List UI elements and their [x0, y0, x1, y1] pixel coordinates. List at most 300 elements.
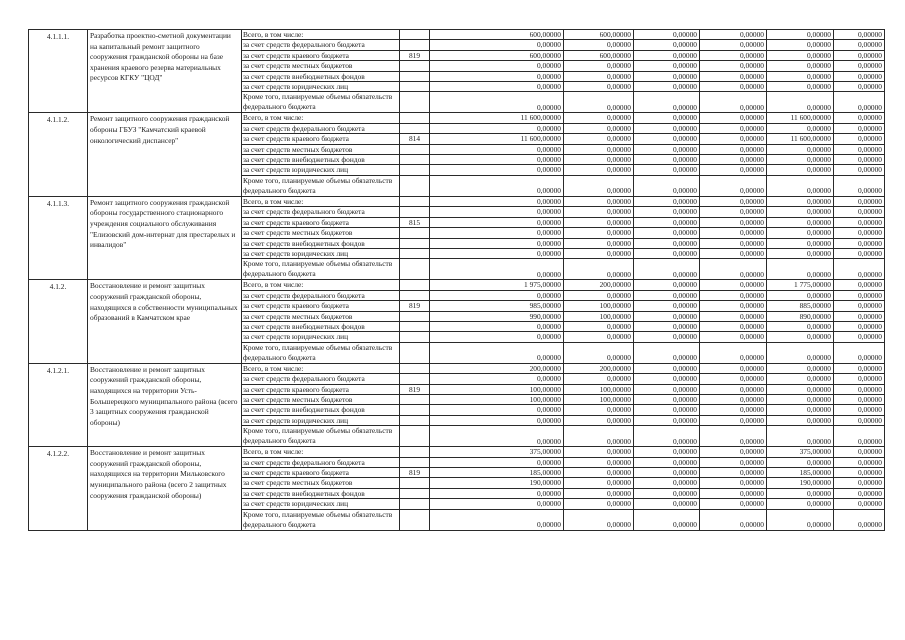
amount-cell: 0,00000 — [700, 488, 767, 498]
funding-source: Кроме того, планируемые объемы обязательств федерального бюджета — [242, 509, 400, 530]
amount-cell: 0,00000 — [700, 175, 767, 196]
funding-source: Всего, в том числе: — [242, 280, 400, 290]
amount-cell: 0,00000 — [700, 426, 767, 447]
amount-cell: 0,00000 — [767, 123, 834, 133]
amount-cell: 0,00000 — [634, 30, 700, 40]
admin-code — [400, 196, 430, 206]
amount-cell: 0,00000 — [634, 290, 700, 300]
amount-cell: 0,00000 — [634, 426, 700, 447]
amount-cell: 0,00000 — [834, 321, 885, 331]
amount-cell: 0,00000 — [834, 301, 885, 311]
amount-cell: 0,00000 — [634, 259, 700, 280]
amount-cell: 0,00000 — [767, 332, 834, 342]
amount-cell: 0,00000 — [634, 488, 700, 498]
admin-code — [400, 123, 430, 133]
amount-cell: 0,00000 — [430, 82, 564, 92]
admin-code — [400, 238, 430, 248]
funding-source: Кроме того, планируемые объемы обязательств федерального бюджета — [242, 342, 400, 363]
amount-cell: 100,00000 — [564, 301, 634, 311]
funding-source: за счет средств краевого бюджета — [242, 134, 400, 144]
amount-cell: 0,00000 — [700, 196, 767, 206]
amount-cell: 0,00000 — [700, 134, 767, 144]
amount-cell: 0,00000 — [564, 248, 634, 258]
funding-source: за счет средств внебюджетных фондов — [242, 238, 400, 248]
admin-code — [400, 332, 430, 342]
amount-cell: 0,00000 — [834, 165, 885, 175]
admin-code — [400, 447, 430, 457]
amount-cell: 0,00000 — [767, 238, 834, 248]
funding-source: за счет средств местных бюджетов — [242, 144, 400, 154]
amount-cell: 0,00000 — [634, 363, 700, 373]
amount-cell: 0,00000 — [634, 280, 700, 290]
amount-cell: 0,00000 — [634, 50, 700, 60]
amount-cell: 0,00000 — [834, 332, 885, 342]
admin-code — [400, 374, 430, 384]
amount-cell: 0,00000 — [767, 259, 834, 280]
admin-code — [400, 113, 430, 123]
amount-cell: 0,00000 — [564, 415, 634, 425]
amount-cell: 11 600,00000 — [430, 134, 564, 144]
admin-code — [400, 30, 430, 40]
amount-cell: 0,00000 — [767, 248, 834, 258]
table-row — [29, 363, 885, 373]
admin-code: 819 — [400, 301, 430, 311]
amount-cell: 0,00000 — [700, 405, 767, 415]
amount-cell: 200,00000 — [430, 363, 564, 373]
amount-cell: 0,00000 — [834, 290, 885, 300]
amount-cell: 375,00000 — [767, 447, 834, 457]
amount-cell: 0,00000 — [834, 92, 885, 113]
amount-cell: 0,00000 — [634, 175, 700, 196]
amount-cell: 0,00000 — [564, 155, 634, 165]
funding-source: за счет средств федерального бюджета — [242, 207, 400, 217]
amount-cell: 0,00000 — [834, 426, 885, 447]
amount-cell: 0,00000 — [634, 228, 700, 238]
amount-cell: 0,00000 — [634, 321, 700, 331]
amount-cell: 0,00000 — [634, 113, 700, 123]
amount-cell: 0,00000 — [700, 228, 767, 238]
amount-cell: 100,00000 — [564, 394, 634, 404]
amount-cell: 0,00000 — [767, 207, 834, 217]
admin-code — [400, 290, 430, 300]
amount-cell: 0,00000 — [767, 50, 834, 60]
funding-source: за счет средств федерального бюджета — [242, 290, 400, 300]
amount-cell: 0,00000 — [700, 30, 767, 40]
amount-cell: 0,00000 — [767, 457, 834, 467]
funding-source: за счет средств внебюджетных фондов — [242, 488, 400, 498]
amount-cell: 0,00000 — [564, 134, 634, 144]
item-title: Ремонт защитного сооружения гражданской обороны государственного стационарного учреждения социального обслуживания "Елизовский дом-интернат для престарелых и инвалидов" — [88, 196, 242, 279]
amount-cell: 0,00000 — [430, 207, 564, 217]
amount-cell: 600,00000 — [430, 30, 564, 40]
amount-cell: 0,00000 — [634, 509, 700, 530]
amount-cell: 0,00000 — [700, 248, 767, 258]
amount-cell: 0,00000 — [634, 384, 700, 394]
amount-cell: 0,00000 — [767, 415, 834, 425]
amount-cell: 0,00000 — [767, 321, 834, 331]
funding-source: Всего, в том числе: — [242, 363, 400, 373]
admin-code — [400, 321, 430, 331]
amount-cell: 100,00000 — [430, 384, 564, 394]
budget-table — [28, 29, 885, 531]
amount-cell: 0,00000 — [564, 113, 634, 123]
item-number: 4.1.1.2. — [29, 113, 88, 196]
amount-cell: 0,00000 — [834, 280, 885, 290]
admin-code — [400, 71, 430, 81]
amount-cell: 0,00000 — [430, 228, 564, 238]
amount-cell: 100,00000 — [564, 311, 634, 321]
item-title: Разработка проектно-сметной документации на капитальный ремонт защитного сооружения гражданской обороны на базе хранения краевого резерва материальных ресурсов КГКУ "ЦОД" — [88, 30, 242, 113]
admin-code — [400, 405, 430, 415]
amount-cell: 0,00000 — [834, 50, 885, 60]
amount-cell: 0,00000 — [700, 457, 767, 467]
amount-cell: 0,00000 — [564, 217, 634, 227]
amount-cell: 0,00000 — [430, 144, 564, 154]
amount-cell: 100,00000 — [430, 394, 564, 404]
funding-source: за счет средств краевого бюджета — [242, 384, 400, 394]
admin-code — [400, 248, 430, 258]
amount-cell: 0,00000 — [767, 82, 834, 92]
funding-source: за счет средств юридических лиц — [242, 82, 400, 92]
amount-cell: 0,00000 — [564, 40, 634, 50]
amount-cell: 0,00000 — [430, 290, 564, 300]
funding-source: за счет средств краевого бюджета — [242, 50, 400, 60]
amount-cell: 0,00000 — [767, 92, 834, 113]
amount-cell: 0,00000 — [564, 165, 634, 175]
amount-cell: 0,00000 — [430, 457, 564, 467]
item-number: 4.1.1.1. — [29, 30, 88, 113]
amount-cell: 0,00000 — [700, 478, 767, 488]
amount-cell: 0,00000 — [634, 447, 700, 457]
amount-cell: 0,00000 — [430, 71, 564, 81]
amount-cell: 0,00000 — [634, 478, 700, 488]
amount-cell: 0,00000 — [700, 217, 767, 227]
amount-cell: 0,00000 — [767, 342, 834, 363]
amount-cell: 0,00000 — [834, 457, 885, 467]
amount-cell: 0,00000 — [767, 499, 834, 509]
amount-cell: 0,00000 — [564, 374, 634, 384]
amount-cell: 0,00000 — [430, 196, 564, 206]
amount-cell: 0,00000 — [430, 405, 564, 415]
admin-code — [400, 92, 430, 113]
amount-cell: 0,00000 — [634, 196, 700, 206]
amount-cell: 0,00000 — [700, 311, 767, 321]
amount-cell: 0,00000 — [634, 342, 700, 363]
funding-source: за счет средств юридических лиц — [242, 499, 400, 509]
amount-cell: 0,00000 — [834, 207, 885, 217]
table-row — [29, 280, 885, 290]
funding-source: за счет средств краевого бюджета — [242, 217, 400, 227]
amount-cell: 0,00000 — [634, 82, 700, 92]
amount-cell: 11 600,00000 — [767, 134, 834, 144]
amount-cell: 0,00000 — [700, 415, 767, 425]
amount-cell: 0,00000 — [834, 61, 885, 71]
funding-source: за счет средств местных бюджетов — [242, 61, 400, 71]
amount-cell: 0,00000 — [700, 374, 767, 384]
amount-cell: 0,00000 — [700, 92, 767, 113]
item-number: 4.1.2.2. — [29, 447, 88, 530]
amount-cell: 0,00000 — [564, 207, 634, 217]
amount-cell: 0,00000 — [767, 363, 834, 373]
amount-cell: 0,00000 — [430, 61, 564, 71]
admin-code — [400, 144, 430, 154]
amount-cell: 0,00000 — [834, 228, 885, 238]
funding-source: за счет средств местных бюджетов — [242, 311, 400, 321]
admin-code: 819 — [400, 50, 430, 60]
admin-code — [400, 426, 430, 447]
admin-code: 819 — [400, 468, 430, 478]
admin-code — [400, 488, 430, 498]
amount-cell: 0,00000 — [834, 394, 885, 404]
amount-cell: 0,00000 — [834, 447, 885, 457]
amount-cell: 0,00000 — [564, 61, 634, 71]
amount-cell: 0,00000 — [634, 238, 700, 248]
amount-cell: 0,00000 — [564, 175, 634, 196]
amount-cell: 0,00000 — [767, 394, 834, 404]
funding-source: Всего, в том числе: — [242, 447, 400, 457]
amount-cell: 0,00000 — [430, 426, 564, 447]
amount-cell: 0,00000 — [634, 134, 700, 144]
amount-cell: 0,00000 — [700, 280, 767, 290]
amount-cell: 0,00000 — [767, 217, 834, 227]
amount-cell: 0,00000 — [564, 259, 634, 280]
admin-code — [400, 415, 430, 425]
amount-cell: 0,00000 — [767, 405, 834, 415]
amount-cell: 0,00000 — [634, 207, 700, 217]
amount-cell: 0,00000 — [634, 332, 700, 342]
amount-cell: 0,00000 — [834, 384, 885, 394]
amount-cell: 0,00000 — [834, 71, 885, 81]
amount-cell: 0,00000 — [430, 342, 564, 363]
amount-cell: 0,00000 — [834, 405, 885, 415]
amount-cell: 0,00000 — [430, 259, 564, 280]
amount-cell: 185,00000 — [767, 468, 834, 478]
amount-cell: 0,00000 — [634, 415, 700, 425]
table-row — [29, 447, 885, 457]
amount-cell: 0,00000 — [430, 92, 564, 113]
amount-cell: 0,00000 — [767, 488, 834, 498]
amount-cell: 0,00000 — [564, 342, 634, 363]
amount-cell: 0,00000 — [564, 321, 634, 331]
amount-cell: 0,00000 — [834, 363, 885, 373]
amount-cell: 0,00000 — [564, 123, 634, 133]
amount-cell: 0,00000 — [834, 468, 885, 478]
amount-cell: 0,00000 — [767, 175, 834, 196]
amount-cell: 0,00000 — [700, 61, 767, 71]
amount-cell: 0,00000 — [700, 144, 767, 154]
amount-cell: 0,00000 — [564, 82, 634, 92]
amount-cell: 0,00000 — [634, 61, 700, 71]
amount-cell: 0,00000 — [767, 61, 834, 71]
amount-cell: 0,00000 — [564, 405, 634, 415]
amount-cell: 0,00000 — [564, 468, 634, 478]
amount-cell: 0,00000 — [564, 71, 634, 81]
amount-cell: 0,00000 — [767, 40, 834, 50]
amount-cell: 0,00000 — [767, 509, 834, 530]
admin-code — [400, 82, 430, 92]
admin-code — [400, 259, 430, 280]
funding-source: за счет средств федерального бюджета — [242, 457, 400, 467]
amount-cell: 0,00000 — [430, 488, 564, 498]
amount-cell: 0,00000 — [430, 40, 564, 50]
admin-code — [400, 478, 430, 488]
amount-cell: 0,00000 — [834, 155, 885, 165]
amount-cell: 0,00000 — [564, 228, 634, 238]
funding-source: Всего, в том числе: — [242, 196, 400, 206]
amount-cell: 0,00000 — [634, 217, 700, 227]
amount-cell: 0,00000 — [634, 155, 700, 165]
amount-cell: 100,00000 — [564, 384, 634, 394]
amount-cell: 0,00000 — [564, 238, 634, 248]
funding-source: за счет средств внебюджетных фондов — [242, 405, 400, 415]
amount-cell: 0,00000 — [767, 228, 834, 238]
amount-cell: 0,00000 — [564, 144, 634, 154]
admin-code — [400, 165, 430, 175]
amount-cell: 0,00000 — [430, 165, 564, 175]
funding-source: за счет средств местных бюджетов — [242, 394, 400, 404]
funding-source: Кроме того, планируемые объемы обязательств федерального бюджета — [242, 259, 400, 280]
amount-cell: 0,00000 — [700, 301, 767, 311]
funding-source: Кроме того, планируемые объемы обязательств федерального бюджета — [242, 426, 400, 447]
funding-source: за счет средств местных бюджетов — [242, 478, 400, 488]
amount-cell: 0,00000 — [564, 196, 634, 206]
amount-cell: 0,00000 — [700, 384, 767, 394]
amount-cell: 0,00000 — [634, 394, 700, 404]
amount-cell: 0,00000 — [700, 82, 767, 92]
amount-cell: 0,00000 — [634, 405, 700, 415]
amount-cell: 0,00000 — [834, 40, 885, 50]
amount-cell: 0,00000 — [767, 30, 834, 40]
amount-cell: 1 975,00000 — [430, 280, 564, 290]
amount-cell: 0,00000 — [430, 415, 564, 425]
funding-source: за счет средств краевого бюджета — [242, 468, 400, 478]
admin-code — [400, 457, 430, 467]
amount-cell: 0,00000 — [834, 415, 885, 425]
amount-cell: 0,00000 — [634, 468, 700, 478]
admin-code — [400, 61, 430, 71]
amount-cell: 0,00000 — [700, 499, 767, 509]
admin-code: 819 — [400, 384, 430, 394]
amount-cell: 0,00000 — [564, 509, 634, 530]
amount-cell: 0,00000 — [700, 332, 767, 342]
funding-source: за счет средств федерального бюджета — [242, 40, 400, 50]
amount-cell: 0,00000 — [634, 144, 700, 154]
amount-cell: 0,00000 — [634, 71, 700, 81]
amount-cell: 0,00000 — [700, 71, 767, 81]
amount-cell: 0,00000 — [700, 363, 767, 373]
amount-cell: 0,00000 — [564, 457, 634, 467]
amount-cell: 375,00000 — [430, 447, 564, 457]
amount-cell: 0,00000 — [767, 144, 834, 154]
amount-cell: 890,00000 — [767, 311, 834, 321]
amount-cell: 885,00000 — [767, 301, 834, 311]
amount-cell: 0,00000 — [564, 447, 634, 457]
amount-cell: 990,00000 — [430, 311, 564, 321]
funding-source: Кроме того, планируемые объемы обязательств федерального бюджета — [242, 175, 400, 196]
amount-cell: 0,00000 — [700, 165, 767, 175]
amount-cell: 0,00000 — [634, 248, 700, 258]
admin-code — [400, 394, 430, 404]
amount-cell: 0,00000 — [834, 144, 885, 154]
amount-cell: 0,00000 — [700, 259, 767, 280]
amount-cell: 0,00000 — [767, 155, 834, 165]
admin-code — [400, 499, 430, 509]
amount-cell: 0,00000 — [834, 259, 885, 280]
amount-cell: 0,00000 — [834, 175, 885, 196]
amount-cell: 0,00000 — [834, 374, 885, 384]
admin-code — [400, 509, 430, 530]
amount-cell: 0,00000 — [564, 478, 634, 488]
amount-cell: 0,00000 — [564, 488, 634, 498]
amount-cell: 0,00000 — [430, 374, 564, 384]
admin-code — [400, 40, 430, 50]
amount-cell: 0,00000 — [700, 394, 767, 404]
funding-source: Всего, в том числе: — [242, 113, 400, 123]
amount-cell: 0,00000 — [430, 248, 564, 258]
funding-source: за счет средств юридических лиц — [242, 248, 400, 258]
amount-cell: 0,00000 — [700, 321, 767, 331]
amount-cell: 600,00000 — [430, 50, 564, 60]
amount-cell: 0,00000 — [700, 50, 767, 60]
amount-cell: 0,00000 — [634, 301, 700, 311]
table-row — [29, 196, 885, 206]
amount-cell: 200,00000 — [564, 280, 634, 290]
table-row — [29, 30, 885, 40]
funding-source: за счет средств федерального бюджета — [242, 123, 400, 133]
amount-cell: 0,00000 — [564, 332, 634, 342]
amount-cell: 0,00000 — [430, 123, 564, 133]
amount-cell: 200,00000 — [564, 363, 634, 373]
admin-code — [400, 363, 430, 373]
amount-cell: 0,00000 — [834, 238, 885, 248]
amount-cell: 0,00000 — [834, 217, 885, 227]
amount-cell: 0,00000 — [700, 342, 767, 363]
amount-cell: 0,00000 — [430, 321, 564, 331]
funding-source: за счет средств юридических лиц — [242, 415, 400, 425]
amount-cell: 0,00000 — [430, 332, 564, 342]
admin-code: 814 — [400, 134, 430, 144]
amount-cell: 0,00000 — [564, 426, 634, 447]
amount-cell: 0,00000 — [700, 123, 767, 133]
amount-cell: 0,00000 — [700, 207, 767, 217]
amount-cell: 0,00000 — [564, 290, 634, 300]
amount-cell: 0,00000 — [834, 488, 885, 498]
amount-cell: 11 600,00000 — [767, 113, 834, 123]
amount-cell: 0,00000 — [767, 165, 834, 175]
amount-cell: 0,00000 — [834, 196, 885, 206]
amount-cell: 0,00000 — [634, 92, 700, 113]
amount-cell: 0,00000 — [634, 499, 700, 509]
funding-source: за счет средств краевого бюджета — [242, 301, 400, 311]
amount-cell: 0,00000 — [634, 374, 700, 384]
amount-cell: 0,00000 — [834, 134, 885, 144]
amount-cell: 0,00000 — [634, 311, 700, 321]
amount-cell: 0,00000 — [834, 509, 885, 530]
table-row — [29, 113, 885, 123]
amount-cell: 0,00000 — [834, 82, 885, 92]
amount-cell: 0,00000 — [430, 238, 564, 248]
amount-cell: 0,00000 — [834, 311, 885, 321]
amount-cell: 0,00000 — [700, 509, 767, 530]
amount-cell: 0,00000 — [634, 165, 700, 175]
amount-cell: 0,00000 — [700, 238, 767, 248]
amount-cell: 0,00000 — [767, 290, 834, 300]
amount-cell: 0,00000 — [834, 123, 885, 133]
funding-source: за счет средств внебюджетных фондов — [242, 71, 400, 81]
admin-code — [400, 207, 430, 217]
amount-cell: 0,00000 — [767, 384, 834, 394]
amount-cell: 1 775,00000 — [767, 280, 834, 290]
